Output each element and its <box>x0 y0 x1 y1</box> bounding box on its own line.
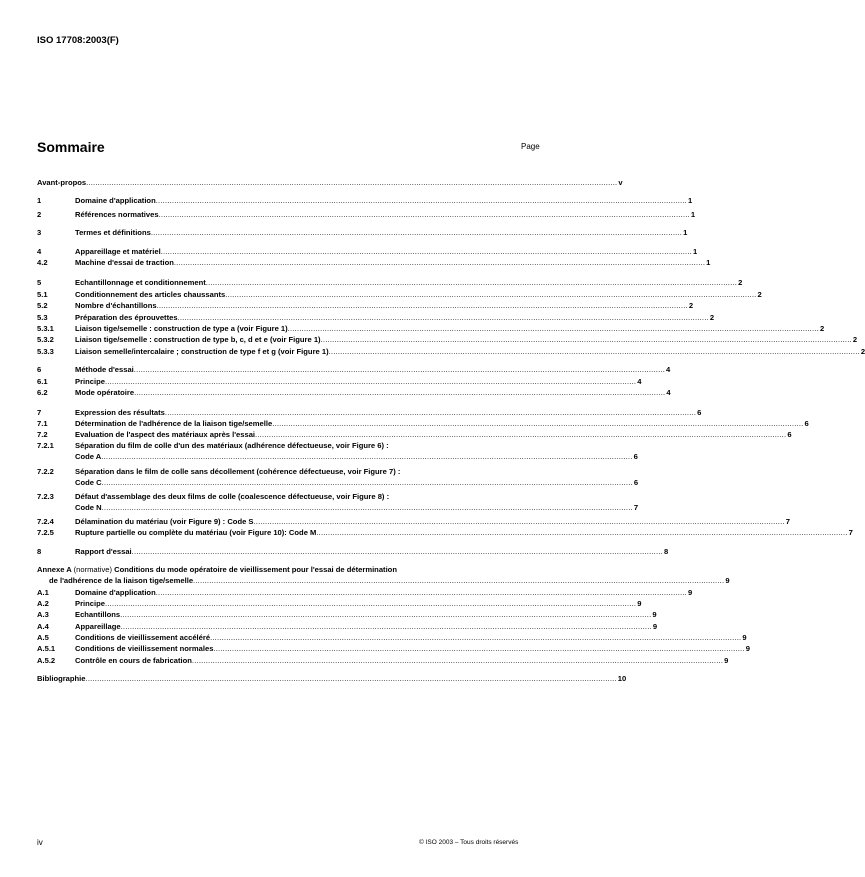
toc-entry[interactable] <box>37 247 698 257</box>
toc-entry-title: Nombre d'échantillons <box>75 301 157 310</box>
toc-leader-dots <box>210 633 741 643</box>
toc-entry-title: Code C <box>75 478 102 487</box>
toc-entry-number: 6.2 <box>37 388 48 397</box>
document-id: ISO 17708:2003(F) <box>37 35 119 46</box>
toc-leader-dots <box>321 335 852 345</box>
toc-entry-title: Liaison tige/semelle : construction de type b, c, d et e (voir Figure 1) <box>75 335 321 344</box>
toc-entry-page: 9 <box>637 599 642 608</box>
toc-entry-title: Evaluation de l'aspect des matériaux après l'essai <box>75 430 256 439</box>
toc-entry-title: Rapport d'essai <box>75 547 132 556</box>
toc-entry-page: 2 <box>709 313 715 322</box>
toc-entry[interactable] <box>37 441 571 451</box>
toc-entry-page: 1 <box>687 196 693 205</box>
toc-entry-page: 9 <box>652 610 657 619</box>
toc-entry-page: 6 <box>633 478 639 487</box>
toc-entry-title: Termes et définitions <box>75 228 151 237</box>
toc-entry-title <box>37 565 397 575</box>
toc-entry-page: 1 <box>706 258 711 267</box>
toc-entry-number: 7.1 <box>37 419 48 428</box>
toc-entry[interactable] <box>37 622 658 632</box>
toc-entry-number: A.1 <box>37 588 49 597</box>
toc-entry-title: Domaine d'application <box>75 196 156 205</box>
toc-entry-title: Principe <box>75 377 105 386</box>
toc-entry[interactable] <box>37 377 642 387</box>
toc-entry-title: Conditions de vieillissement accéléré <box>75 633 211 642</box>
toc-entry-title: Mode opératoire <box>75 388 135 397</box>
toc-entry[interactable] <box>37 674 627 684</box>
toc-entry-title: Code A <box>75 452 102 461</box>
toc-entry-number: A.3 <box>37 610 49 619</box>
toc-entry-page: 4 <box>637 377 642 386</box>
toc-entry-page: 2 <box>738 278 743 287</box>
toc-leader-dots <box>86 178 617 188</box>
toc-entry[interactable] <box>37 610 657 620</box>
toc-leader-dots <box>213 644 744 654</box>
toc-entry-number: A.5 <box>37 633 49 642</box>
toc-entry-page: 7 <box>633 503 639 512</box>
toc-leader-dots <box>193 576 724 586</box>
toc-entry-page: 6 <box>787 430 792 439</box>
toc-entry[interactable] <box>37 419 809 429</box>
toc-entry-title: Contrôle en cours de fabrication <box>75 656 192 665</box>
toc-entry-number: 5.3.1 <box>37 324 54 333</box>
toc-entry-title: Délamination du matériau (voir Figure 9) : Code S <box>75 517 254 526</box>
toc-entry-page: 10 <box>617 674 627 683</box>
toc-leader-dots <box>161 247 692 257</box>
toc-leader-dots <box>178 313 709 323</box>
toc-entry-page: 9 <box>652 622 658 631</box>
toc-entry-title: Détermination de l'adhérence de la liaison tige/semelle <box>75 419 273 428</box>
toc-entry-title: Séparation dans le film de colle sans décollement (cohérence défectueuse, voir Figure 7) : <box>75 467 401 476</box>
toc-entry[interactable] <box>37 547 669 557</box>
toc-entry[interactable] <box>37 228 688 238</box>
toc-entry-page: 1 <box>690 210 696 219</box>
toc-entry-page: v <box>618 178 623 187</box>
toc-entry-page: 4 <box>666 365 671 374</box>
toc-entry[interactable] <box>37 408 702 418</box>
toc-entry[interactable] <box>37 388 671 398</box>
toc-entry-number: 5.3.2 <box>37 335 54 344</box>
toc-entry-page: 1 <box>683 228 688 237</box>
annex-type: (normative) <box>73 565 112 574</box>
page-column-label: Page <box>521 142 540 151</box>
toc-entry-number: 7.2.3 <box>37 492 54 501</box>
toc-entry-title: Expression des résultats <box>75 408 165 417</box>
toc-entry-page: 7 <box>785 517 790 526</box>
annex-label: Annexe A <box>37 565 72 574</box>
toc-entry-number: 5.1 <box>37 290 48 299</box>
toc-leader-dots <box>121 622 652 632</box>
toc-entry-title: Défaut d'assemblage des deux films de colle (coalescence défectueuse, voir Figure 8) : <box>75 492 390 501</box>
toc-leader-dots <box>316 528 847 538</box>
toc-entry-title: Machine d'essai de traction <box>75 258 174 267</box>
toc-entry-title: Appareillage et matériel <box>75 247 161 256</box>
toc-entry-number: 4.2 <box>37 258 48 267</box>
toc-leader-dots <box>156 196 687 206</box>
toc-entry[interactable] <box>37 633 747 643</box>
toc-entry-number: A.5.2 <box>37 656 56 665</box>
toc-entry-title: Méthode d'essai <box>75 365 134 374</box>
toc-entry-page: 9 <box>724 656 729 665</box>
toc-leader-dots <box>134 388 665 398</box>
toc-entry-title: Avant-propos <box>37 178 87 187</box>
toc-entry[interactable] <box>37 656 729 666</box>
toc-entry-number: A.4 <box>37 622 49 631</box>
toc-entry-number: 4 <box>37 247 42 256</box>
toc-entry-page: 9 <box>687 588 693 597</box>
toc-leader-dots <box>174 258 705 268</box>
toc-leader-dots <box>132 547 663 557</box>
toc-entry-number: 6.1 <box>37 377 48 386</box>
toc-leader-dots <box>272 419 803 429</box>
toc-entry-title: Conditionnement des articles chaussants <box>75 290 226 299</box>
toc-entry-title: Liaison tige/semelle : construction de type a (voir Figure 1) <box>75 324 288 333</box>
toc-leader-dots <box>192 656 723 666</box>
toc-entry-title: Séparation du film de colle d'un des matériaux (adhérence défectueuse, voir Figure 6) : <box>75 441 389 450</box>
toc-entry[interactable] <box>37 430 792 440</box>
toc-leader-dots <box>255 430 786 440</box>
footer-page-number: iv <box>37 838 43 847</box>
toc-entry-number: A.2 <box>37 599 49 608</box>
toc-leader-dots <box>157 301 688 311</box>
toc-entry-page: 6 <box>633 452 638 461</box>
toc-entry-number: 5 <box>37 278 42 287</box>
toc-entry[interactable] <box>37 210 696 220</box>
toc-entry[interactable] <box>37 467 571 477</box>
toc-entry-title: Principe <box>75 599 105 608</box>
page-title: Sommaire <box>37 139 105 155</box>
toc-entry-title: Code N <box>75 503 102 512</box>
toc-entry-number: 7.2.5 <box>37 528 54 537</box>
toc-entry[interactable] <box>37 290 762 300</box>
toc-entry[interactable] <box>37 588 693 598</box>
toc-entry-page: 9 <box>742 633 747 642</box>
toc-leader-dots <box>159 210 690 220</box>
toc-entry-title: Préparation des éprouvettes <box>75 313 178 322</box>
toc-entry-title: Références normatives <box>75 210 159 219</box>
toc-leader-dots <box>134 365 665 375</box>
toc-entry-page: 4 <box>666 388 671 397</box>
toc-entry[interactable] <box>37 528 853 538</box>
toc-entry-title: de l'adhérence de la liaison tige/semelle <box>49 576 194 585</box>
toc-entry-number: 8 <box>37 547 42 556</box>
toc-entry-number: 7.2 <box>37 430 48 439</box>
toc-entry-number: 5.3 <box>37 313 48 322</box>
toc-entry-number: 5.2 <box>37 301 48 310</box>
toc-entry[interactable] <box>37 301 694 311</box>
toc-entry[interactable] <box>37 178 623 188</box>
toc-entry-page: 2 <box>819 324 825 333</box>
toc-entry-page: 2 <box>852 335 858 344</box>
toc-entry-title: Echantillonnage et conditionnement <box>75 278 206 287</box>
toc-entry-page: 9 <box>725 576 730 585</box>
annex-title: Conditions du mode opératoire de vieillissement pour l'essai de détermination <box>114 565 397 574</box>
toc-entry[interactable] <box>37 503 639 513</box>
toc-entry-number: A.5.1 <box>37 644 56 653</box>
toc-entry-page: 6 <box>804 419 809 428</box>
toc-entry-title: Domaine d'application <box>75 588 156 597</box>
toc-entry[interactable] <box>37 347 865 357</box>
toc-leader-dots <box>225 290 756 300</box>
toc-leader-dots <box>253 517 784 527</box>
footer-copyright: © ISO 2003 – Tous droits réservés <box>419 839 519 846</box>
toc-entry[interactable] <box>37 313 715 323</box>
toc-entry-number: 7.2.2 <box>37 467 54 476</box>
toc-entry-page: 9 <box>745 644 750 653</box>
toc-entry-number: 5.3.3 <box>37 347 54 356</box>
toc-entry-title: Rupture partielle ou complète du matériau (voir Figure 10): Code M <box>75 528 317 537</box>
toc-entry-page: 2 <box>860 347 865 356</box>
toc-entry[interactable] <box>37 576 730 586</box>
toc-entry[interactable] <box>37 492 571 502</box>
toc-entry[interactable] <box>37 565 571 575</box>
toc-leader-dots <box>156 588 687 598</box>
toc-leader-dots <box>86 674 617 684</box>
toc-leader-dots <box>151 228 682 238</box>
toc-entry-title: Bibliographie <box>37 674 86 683</box>
toc-entry[interactable] <box>37 335 858 345</box>
toc-entry-number: 7.2.4 <box>37 517 54 526</box>
toc-entry-title: Conditions de vieillissement normales <box>75 644 214 653</box>
toc-entry-title: Liaison semelle/intercalaire ; construction de type f et g (voir Figure 1) <box>75 347 329 356</box>
toc-leader-dots <box>329 347 860 357</box>
toc-entry-number: 6 <box>37 365 42 374</box>
toc-entry[interactable] <box>37 258 711 268</box>
toc-entry[interactable] <box>37 452 638 462</box>
toc-entry-page: 7 <box>848 528 853 537</box>
toc-entry[interactable] <box>37 324 825 334</box>
toc-entry-page: 8 <box>663 547 669 556</box>
toc-entry[interactable] <box>37 478 639 488</box>
toc-entry[interactable] <box>37 644 750 654</box>
toc-entry[interactable] <box>37 599 642 609</box>
toc-entry-number: 1 <box>37 196 42 205</box>
toc-leader-dots <box>120 610 651 620</box>
toc-leader-dots <box>105 377 636 387</box>
toc-entry[interactable] <box>37 278 743 288</box>
toc-leader-dots <box>102 478 633 488</box>
toc-leader-dots <box>102 503 633 513</box>
toc-entry-number: 2 <box>37 210 42 219</box>
toc-entry-title: Appareillage <box>75 622 121 631</box>
toc-leader-dots <box>288 324 819 334</box>
toc-entry-number: 3 <box>37 228 42 237</box>
toc-leader-dots <box>165 408 696 418</box>
toc-leader-dots <box>206 278 737 288</box>
toc-entry-page: 6 <box>697 408 702 417</box>
toc-entry-number: 7.2.1 <box>37 441 54 450</box>
toc-entry-title: Echantillons <box>75 610 121 619</box>
toc-entry[interactable] <box>37 196 693 206</box>
toc-entry[interactable] <box>37 365 671 375</box>
toc-leader-dots <box>101 452 632 462</box>
toc-entry-page: 2 <box>688 301 694 310</box>
toc-leader-dots <box>105 599 636 609</box>
toc-entry-number: 7 <box>37 408 42 417</box>
toc-entry[interactable] <box>37 517 790 527</box>
toc-entry-page: 1 <box>692 247 698 256</box>
toc-entry-page: 2 <box>757 290 762 299</box>
